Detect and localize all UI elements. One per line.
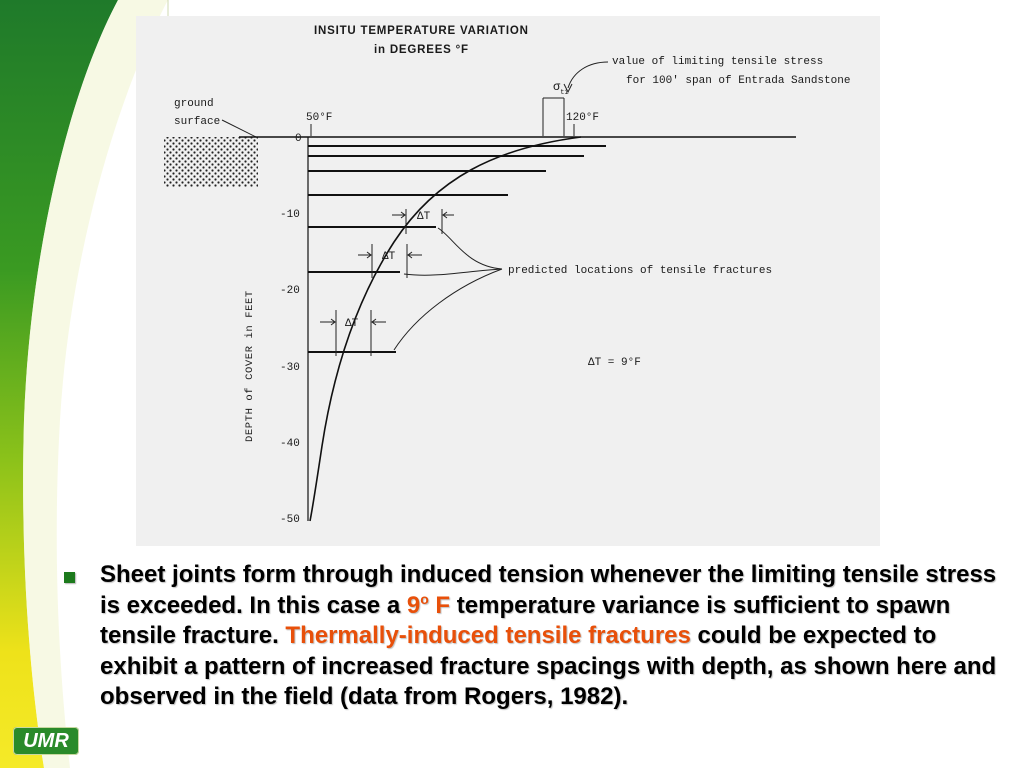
dt-label-2: ΔT xyxy=(382,251,396,263)
fracture-callout-line-2 xyxy=(404,269,502,275)
depth-axis-label: DEPTH of COVER in FEET xyxy=(244,290,256,442)
depth-tick-0: 0 xyxy=(295,133,302,145)
dt-label-1: ΔT xyxy=(417,211,431,223)
temp-120f-label: 120°F xyxy=(566,112,600,124)
callout-top-line2: for 100' span of Entrada Sandstone xyxy=(626,75,851,87)
figure-title-line1: INSITU TEMPERATURE VARIATION xyxy=(314,25,529,37)
callout-fractures: predicted locations of tensile fractures xyxy=(508,265,773,277)
sigma-callout-line xyxy=(568,62,608,88)
fracture-callout-line-1 xyxy=(438,228,502,269)
soil-stipple xyxy=(164,137,258,187)
fracture-callout-line-3 xyxy=(394,269,502,350)
caption-part3: could be expected to exhibit a pattern of increased fracture spacings with depth, as shown here and observed in the field (data from Rogers, 1982). xyxy=(100,622,997,710)
depth-tick-20: -20 xyxy=(280,285,300,297)
caption-highlight-9f: 9$^o$ F xyxy=(406,590,451,619)
dt-label-3: ΔT xyxy=(345,318,359,330)
caption-part2: temperature variance is sufficient to spawn tensile fracture. xyxy=(100,591,951,649)
ground-label: ground xyxy=(174,98,214,110)
surface-label: surface xyxy=(174,116,221,128)
bullet-marker xyxy=(64,572,75,583)
caption-part1: Sheet joints form through induced tension whenever the limiting tensile stress is exceeded. In this case a xyxy=(100,561,997,619)
figure-title-line2: in DEGREES °F xyxy=(374,44,469,56)
caption-highlight-thermal: Thermally-induced tensile fractures xyxy=(285,622,691,649)
umr-logo: UMR xyxy=(13,727,79,755)
caption-text xyxy=(100,560,1000,713)
depth-tick-50: -50 xyxy=(280,514,300,526)
ground-pointer xyxy=(222,120,256,137)
depth-tick-30: -30 xyxy=(280,362,300,374)
temp-50f-label: 50°F xyxy=(306,112,333,124)
depth-tick-40: -40 xyxy=(280,438,300,450)
sigma-label: $\sigma_{t1}$ xyxy=(553,80,569,97)
temperature-depth-diagram xyxy=(136,16,880,546)
dt-value: ΔT = 9°F xyxy=(588,357,641,369)
callout-top-line1: value of limiting tensile stress xyxy=(612,56,824,68)
depth-tick-10: -10 xyxy=(280,209,300,221)
